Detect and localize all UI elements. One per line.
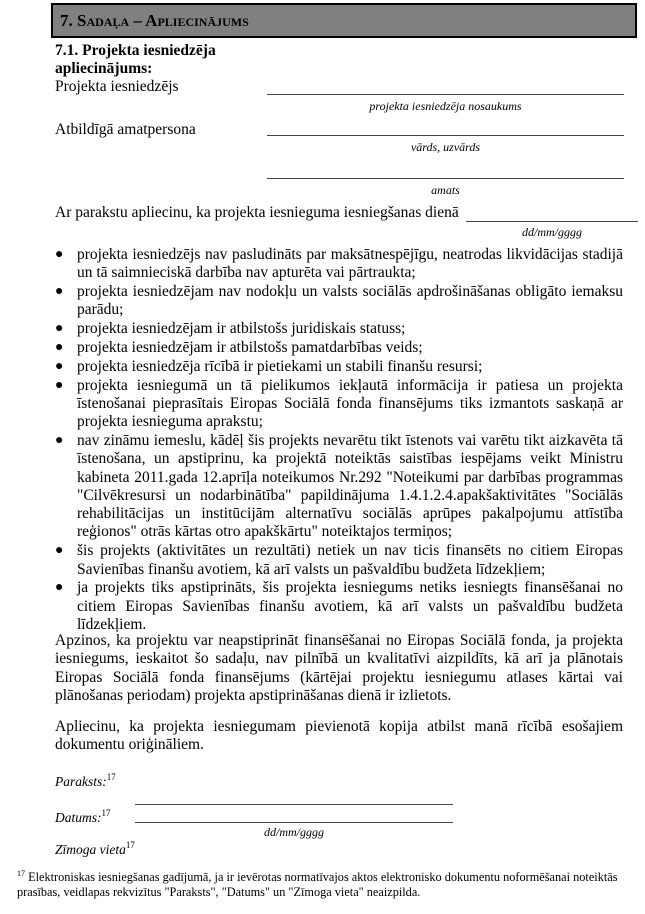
name-caption: vārds, uzvārds	[410, 140, 481, 154]
footnote-ref[interactable]: 17	[125, 840, 135, 850]
applicant-label: Projekta iesniedzējs	[55, 78, 179, 95]
list-item: ● projekta iesniedzējs nav pasludināts par maksātnespējīgu, neatrodas likvidācijas stadijā un tā saimnieciskā darbība nav apturēta vai pārtraukta;	[55, 246, 623, 282]
position-caption: amats	[431, 183, 460, 197]
signature-date-line[interactable]	[135, 822, 453, 823]
list-item: ● šis projekts (aktivitātes un rezultāti) netiek un nav ticis finansēts no citiem Eiropas Savienības finanšu avotiem, kā arī valsts un pašvaldību budžeta līdzekļiem;	[55, 542, 623, 578]
submission-date-line[interactable]	[466, 221, 638, 222]
subsection-title: 7.1. Projekta iesniedzēja apliecinājums:	[55, 42, 216, 77]
official-position-line[interactable]	[267, 178, 624, 179]
footnote-ref[interactable]: 17	[101, 808, 111, 818]
date-caption: dd/mm/gggg	[522, 225, 582, 239]
applicant-caption: projekta iesniedzēja nosaukums	[369, 99, 522, 113]
statement-label: Ar parakstu apliecinu, ka projekta iesnieguma iesniegšanas dienā	[55, 204, 459, 221]
list-item: ● ja projekts tiks apstiprināts, šis projekta iesniegums netiks iesniegts finansēšanai no citiem Eiropas Savienības finanšu avotiem, kā arī valsts un pašvaldību budžeta līdzekļiem.	[55, 579, 623, 633]
signature-date-caption: dd/mm/gggg	[264, 825, 324, 839]
section-title: 7. Sadaļa – Apliecinājums	[60, 11, 249, 30]
list-item: ● projekta iesniegumā un tā pielikumos iekļautā informācija ir patiesa un projekta īstenošanai pieprasītais Eiropas Sociālā fonda finansējums tiks izmantots saskaņā ar projekta iesnieguma aprakstu;	[55, 376, 623, 431]
official-label: Atbildīgā amatpersona	[55, 121, 196, 138]
bullet-icon: ●	[55, 358, 64, 374]
section-header	[51, 3, 637, 38]
bullet-icon: ●	[55, 284, 64, 300]
list-item: ● projekta iesniedzējam ir atbilstošs juridiskais statuss;	[55, 320, 406, 338]
copy-confirmation-paragraph: Apliecinu, ka projekta iesniegumam pievienotā kopija atbilst manā rīcībā esošajiem dokumentu oriģināliem.	[55, 718, 623, 754]
bullet-icon: ●	[55, 432, 64, 448]
footnote-text: Elektroniskas iesniegšanas gadījumā, ja ir ievērotas normatīvajos aktos elektronisko dokumentu noformēšanai noteiktās prasības, veidlapas rekvizītus "Paraksts", "Datums" un "Zīmoga vieta" neaizpilda.	[17, 870, 618, 899]
applicant-name-line[interactable]	[267, 94, 624, 95]
declaration-list	[55, 246, 623, 635]
awareness-paragraph: Apzinos, ka projektu var neapstiprināt finansēšanai no Eiropas Sociālā fonda, ja projekta iesniegums, ieskaitot šo sadaļu, nav pilnībā un kvalitatīvi aizpildīts, kā arī ja plānotais Eiropas Sociālā fonda finansējums (kārtējai projektu iesniegumu atlases kārtai vai plānošanas periodam) projekta apstiprināšanas dienā ir izlietots.	[55, 632, 623, 704]
signature-label: Paraksts:$^{17}$	[55, 772, 116, 789]
signature-line[interactable]	[135, 804, 453, 805]
footnote-number: 17	[17, 869, 25, 878]
bullet-icon: ●	[55, 339, 64, 355]
list-item: ● nav zināmu iemeslu, kādēļ šis projekts nevarētu tikt īstenots vai varētu tikt aizkavēta tā īstenošana, un apstiprinu, ka projektā noteiktās saistības iespējams veikt Ministru kabineta 2011.gada 12.aprīļa noteikumos Nr.292 "Noteikumi par darbības programmas "Cilvēkresursi un nodarbinātība" papildinājuma 1.4.1.2.4.apakšaktivitātes "Sociālās rehabilitācijas un institūcijām alternatīvu sociālās aprūpes pakalpojumu attīstība reģionos" otrās kārtas otro apakškārtu" noteiktajos termiņos;	[55, 431, 623, 541]
stamp-label: Zīmoga vieta$^{17}$	[55, 840, 135, 857]
bullet-icon: ●	[55, 580, 64, 596]
date-label: Datums:$^{17}$	[55, 808, 111, 825]
bullet-icon: ●	[55, 247, 64, 262]
official-name-line[interactable]	[267, 135, 624, 136]
bullet-icon: ●	[55, 377, 64, 393]
bullet-icon: ●	[55, 321, 64, 337]
bullet-icon: ●	[55, 543, 64, 559]
footnote	[17, 866, 627, 900]
footnote-ref[interactable]: 17	[106, 772, 116, 782]
list-item: ● projekta iesniedzēja rīcībā ir pietiekami un stabili finanšu resursi;	[55, 357, 483, 375]
list-item: ● projekta iesniedzējam nav nodokļu un valsts sociālās apdrošināšanas obligāto iemaksu parādu;	[55, 283, 623, 319]
list-item: ● projekta iesniedzējam ir atbilstošs pamatdarbības veids;	[55, 338, 423, 356]
